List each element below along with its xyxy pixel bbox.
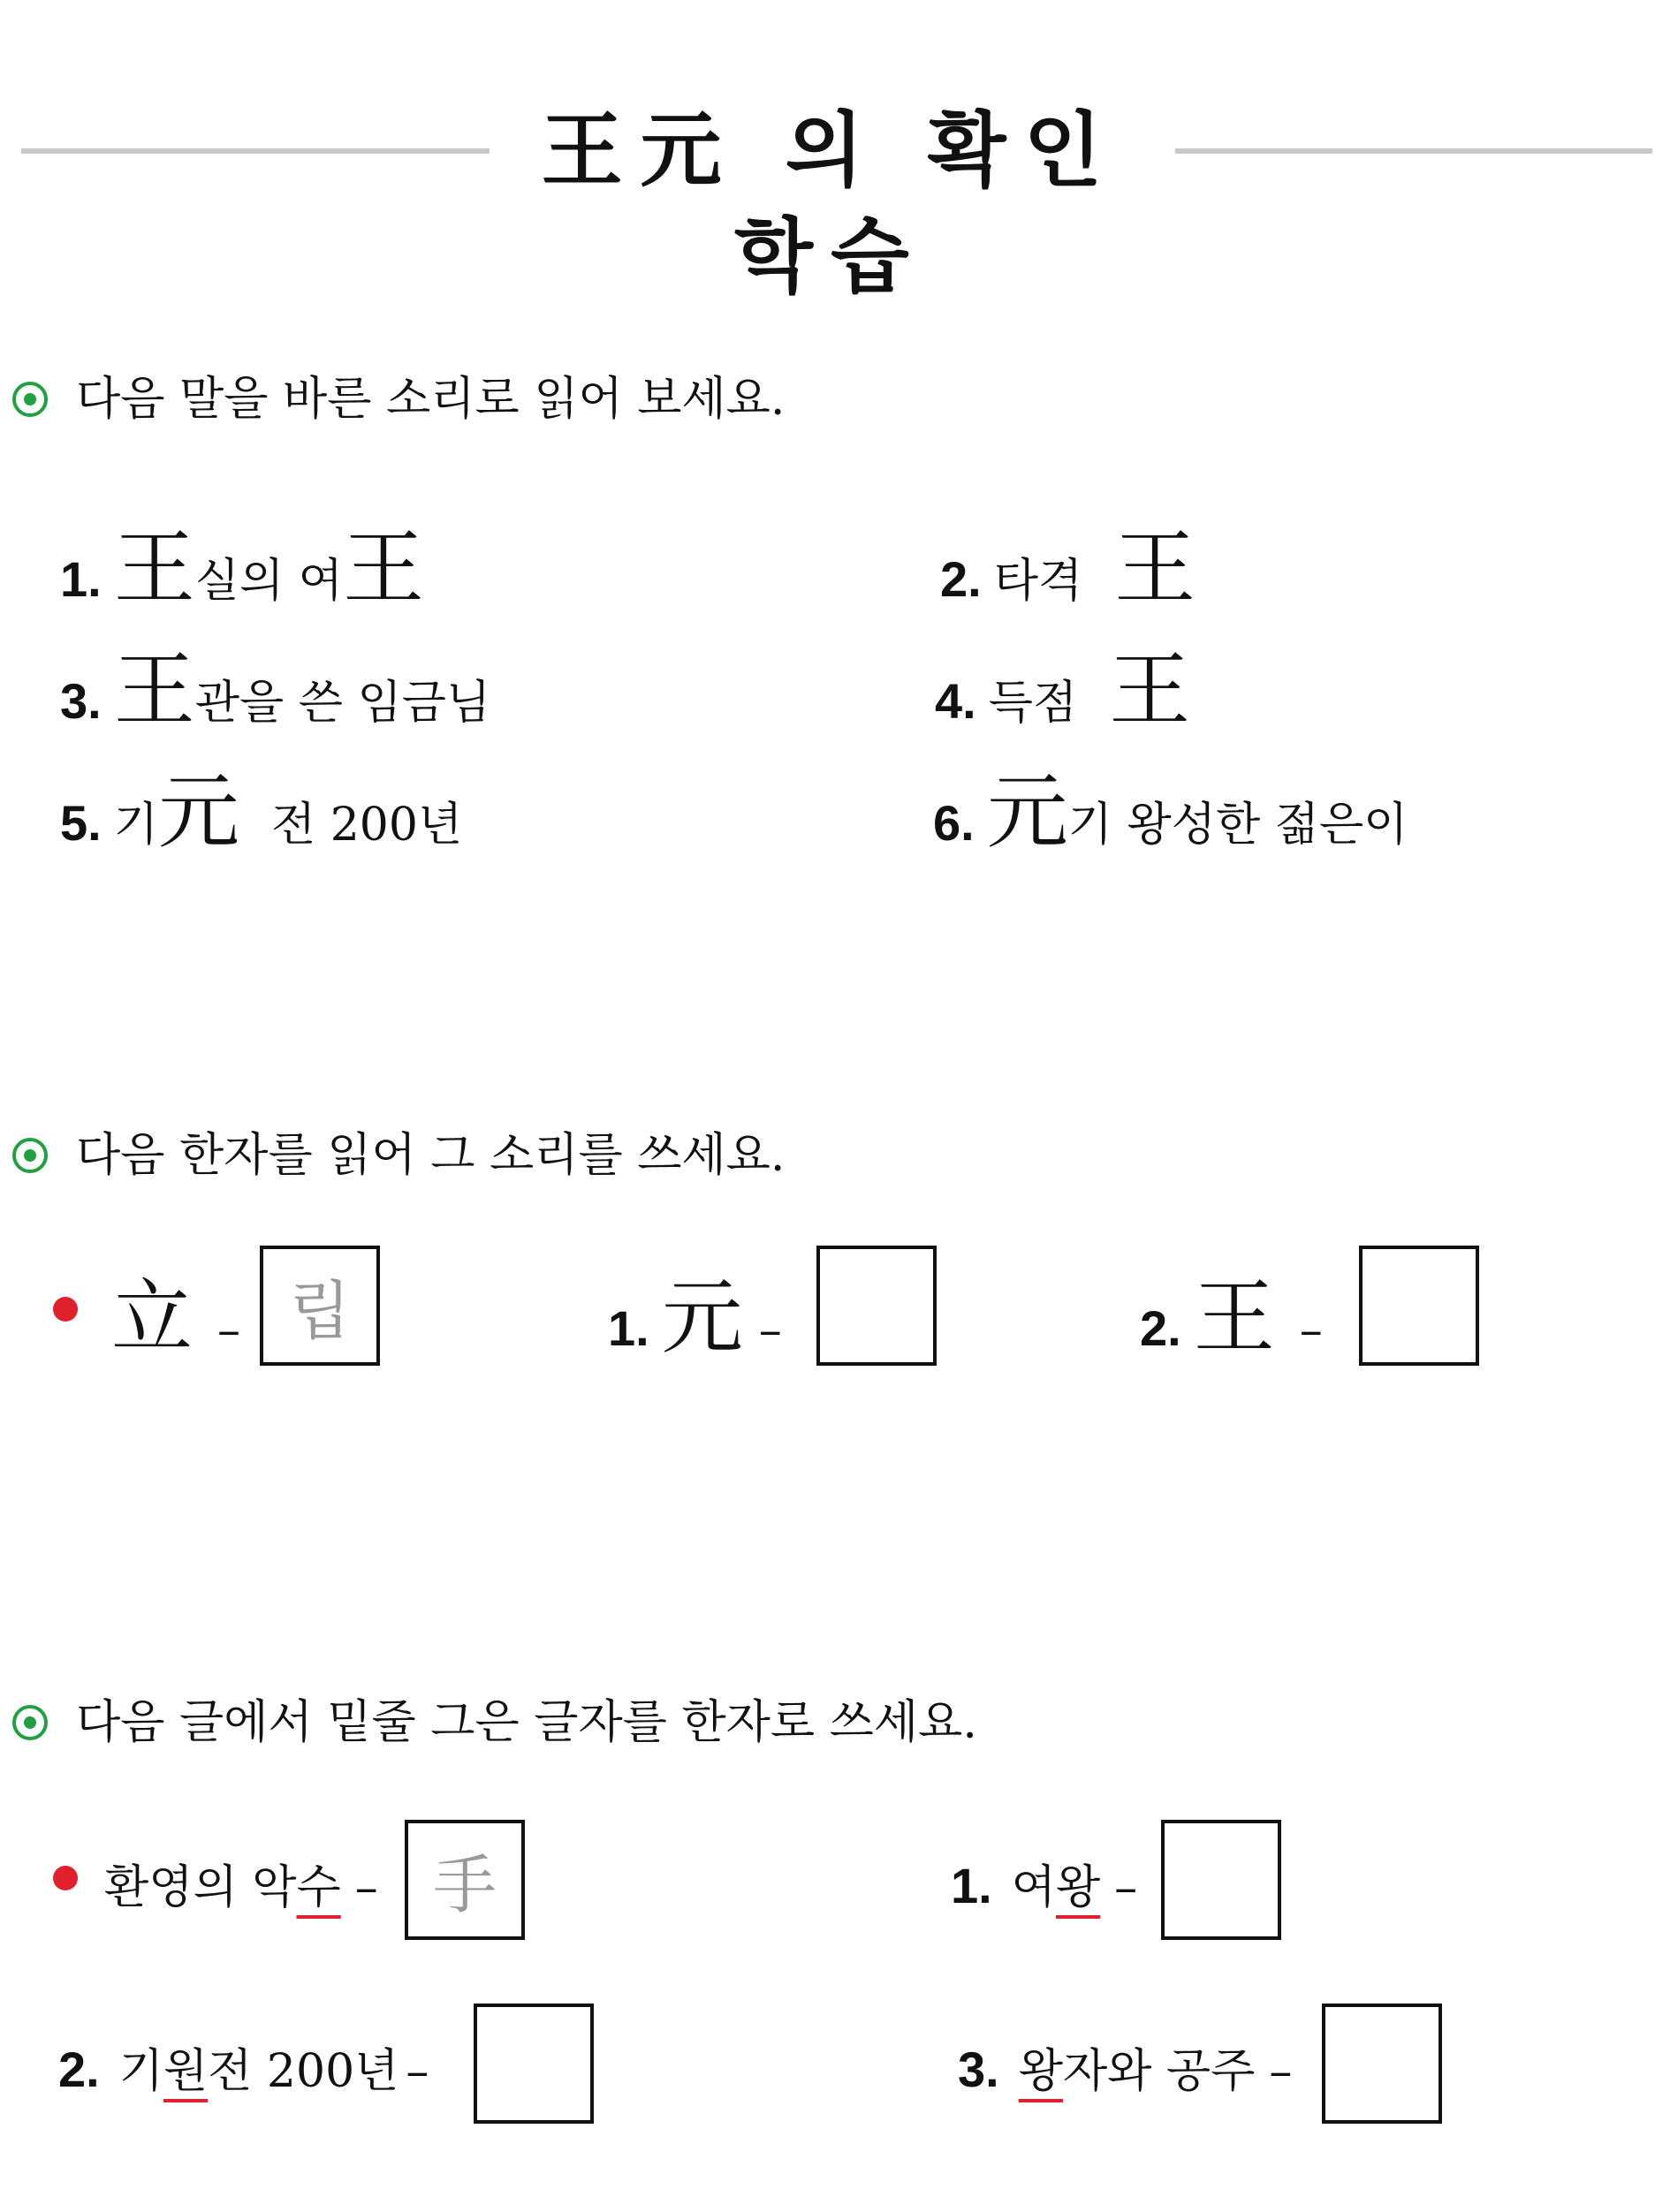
s1-item-5: 5. 기 元 전 200년 bbox=[60, 765, 463, 860]
s3-item-3: 3. 왕 자와 공주 – bbox=[958, 2042, 1293, 2098]
target-bullet-icon bbox=[12, 382, 48, 417]
target-bullet-icon bbox=[12, 1138, 48, 1173]
example-bullet-icon bbox=[53, 1297, 78, 1322]
s2-item-1: 1. 元 – bbox=[608, 1270, 782, 1365]
s1-item-3: 3. 王 관을 쓴 임금님 bbox=[60, 643, 491, 738]
section3-instruction: 다음 글에서 밑줄 그은 글자를 한자로 쓰세요. bbox=[12, 1696, 977, 1749]
s1-item-2: 2. 타격 王 bbox=[940, 521, 1196, 616]
title-rule-right bbox=[1175, 148, 1652, 154]
s2-item-2-answer-box[interactable] bbox=[1359, 1246, 1479, 1366]
s1-item-4: 4. 득점 王 bbox=[935, 643, 1191, 738]
s2-item-2: 2. 王 – bbox=[1140, 1270, 1323, 1365]
target-bullet-icon bbox=[12, 1705, 48, 1740]
s3-item-2-answer-box[interactable] bbox=[474, 2004, 594, 2124]
section2-instruction: 다음 한자를 읽어 그 소리를 쓰세요. bbox=[12, 1129, 785, 1182]
s3-item-1: 1. 여 왕 – bbox=[951, 1858, 1138, 1914]
title-rule-left bbox=[21, 148, 490, 154]
s2-item-1-answer-box[interactable] bbox=[816, 1246, 937, 1366]
s3-item-1-answer-box[interactable] bbox=[1161, 1820, 1281, 1940]
page-title: 王元 의 확인 학습 bbox=[541, 102, 1120, 304]
s1-item-1: 1. 王 실의 여 王 bbox=[60, 521, 424, 616]
example-bullet-icon bbox=[53, 1866, 78, 1890]
s2-example: 立 – bbox=[111, 1270, 241, 1365]
section1-instruction: 다음 말을 바른 소리로 읽어 보세요. bbox=[12, 373, 785, 426]
s1-item-6: 6. 元 기 왕성한 젊은이 bbox=[933, 765, 1408, 860]
s2-example-answer-box: 립 bbox=[260, 1246, 380, 1366]
s3-item-3-answer-box[interactable] bbox=[1322, 2004, 1442, 2124]
s3-item-2: 2. 기 원 전 200년 – bbox=[58, 2042, 429, 2098]
s3-example-answer-box: 手 bbox=[405, 1820, 525, 1940]
s3-example: 환영의 악 수 – bbox=[104, 1861, 378, 1914]
